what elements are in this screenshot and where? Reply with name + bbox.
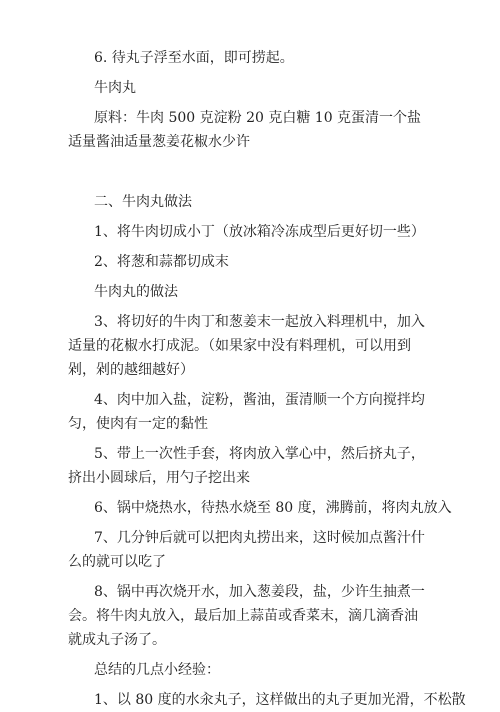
section-heading-method: 二、牛肉丸做法	[94, 194, 192, 210]
method-step-8: 8、锅中再次烧开水，加入葱姜段，盐，少许生抽煮一会。将牛肉丸放入，最后加上蒜苗或香菜末，滴几滴香油就成丸子汤了。	[68, 584, 425, 648]
subheading-method: 牛肉丸的做法	[94, 284, 178, 300]
method-step-5: 5、带上一次性手套，将肉放入掌心中，然后挤丸子，挤出小圆球后，用勺子挖出来	[68, 446, 425, 486]
method-step-1: 1、将牛肉切成小丁（放冰箱冷冻成型后更好切一些）	[94, 224, 425, 240]
method-step-6: 6、锅中烧热水，待热水烧至 80 度，沸腾前，将肉丸放入	[94, 500, 452, 516]
blank-line	[94, 160, 426, 190]
method-step-2: 2、将葱和蒜都切成末	[94, 254, 229, 270]
tip-1: 1、以 80 度的水汆丸子，这样做出的丸子更加光滑，不松散	[94, 692, 466, 708]
step-6-text: 6. 待丸子浮至水面，即可捞起。	[94, 50, 294, 66]
method-step-7: 7、几分钟后就可以把肉丸捞出来，这时候加点酱汁什么的就可以吃了	[68, 530, 425, 570]
method-step-3: 3、将切好的牛肉丁和葱姜末一起放入料理机中，加入适量的花椒水打成泥。（如果家中没有料理机，可以用到剁，剁的越细越好）	[68, 314, 425, 378]
method-step-4: 4、肉中加入盐，淀粉，酱油，蛋清顺一个方向搅拌均匀，使肉有一定的黏性	[68, 392, 425, 432]
section-title-beef-balls: 牛肉丸	[94, 80, 136, 96]
tips-heading: 总结的几点小经验：	[94, 662, 220, 678]
ingredients-text: 原料：牛肉 500 克淀粉 20 克白糖 10 克蛋清一个盐适量酱油适量葱姜花椒水少许	[68, 110, 422, 150]
